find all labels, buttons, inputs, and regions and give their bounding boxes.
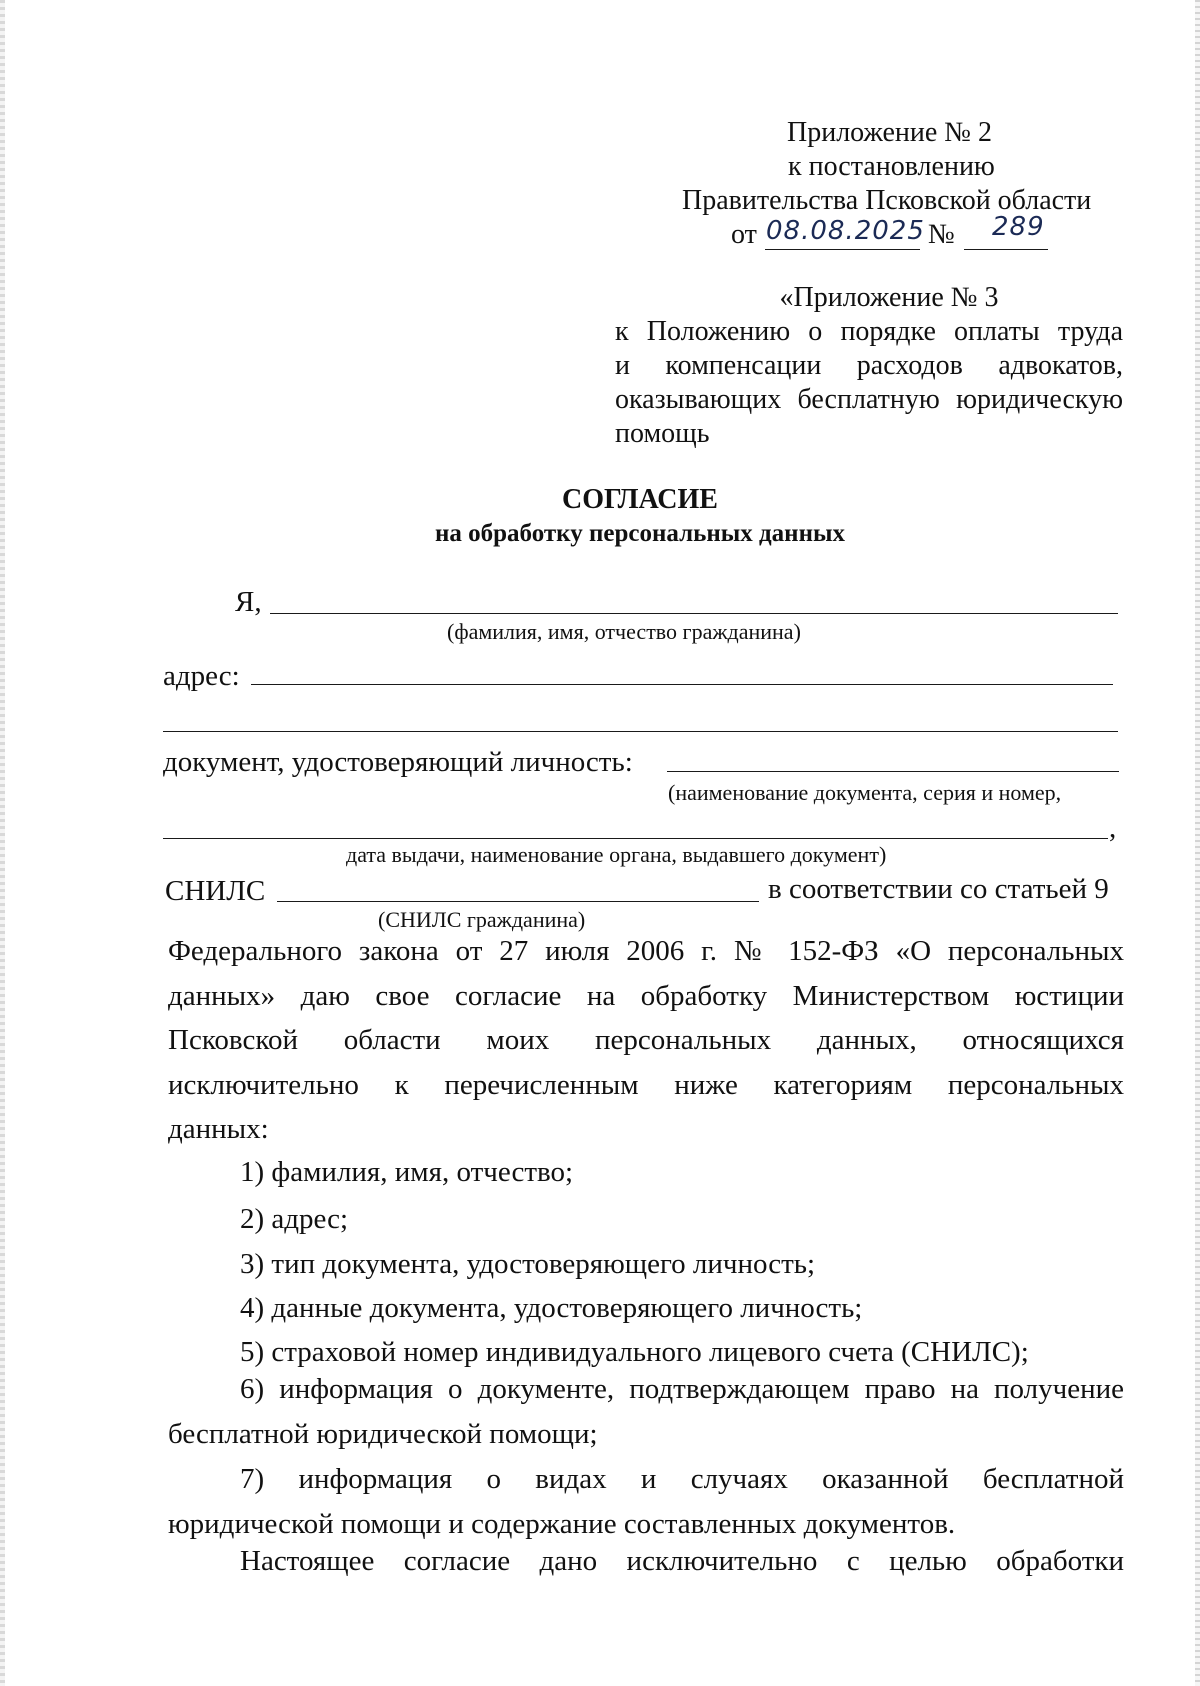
document-title: СОГЛАСИЕ: [562, 484, 718, 515]
snils-label: СНИЛС: [165, 875, 266, 907]
document-label: документ, удостоверяющий личность:: [163, 746, 633, 778]
resolution-label: к постановлению: [788, 151, 995, 182]
paragraph-line: данных:: [168, 1113, 269, 1145]
fullname-caption: (фамилия, имя, отчество гражданина): [447, 619, 801, 644]
paragraph-line: исключительно к перечисленным ниже категориям персональных: [168, 1068, 1124, 1101]
document-details-line[interactable]: [163, 838, 1108, 839]
address-label: адрес:: [163, 660, 240, 692]
government-label: Правительства Псковской области: [682, 185, 1092, 216]
date-prefix: от: [731, 219, 757, 250]
paragraph-line: Настоящее согласие дано исключительно с целью обработки: [240, 1545, 1124, 1577]
number-underline: [964, 249, 1048, 250]
list-item: 4) данные документа, удостоверяющего личность;: [240, 1292, 863, 1324]
appendix-3-line: помощь: [615, 418, 710, 449]
list-item: 1) фамилия, имя, отчество;: [240, 1156, 574, 1188]
address-field-line-2[interactable]: [163, 731, 1118, 732]
appendix-3-line: и компенсации расходов адвокатов,: [615, 350, 1123, 381]
i-label: Я,: [235, 586, 262, 618]
closing-paragraph: [168, 1539, 1124, 1584]
document-caption: (наименование документа, серия и номер,: [668, 780, 1062, 805]
consent-paragraph: [168, 929, 1124, 1152]
appendix-3-reference: [615, 281, 1123, 451]
issue-caption: дата выдачи, наименование органа, выдавшего документ): [346, 842, 887, 867]
appendix-3-label: «Приложение № 3: [779, 282, 999, 313]
paragraph-line: данных» даю свое согласие на обработку Министерством юстиции: [168, 979, 1124, 1012]
comma: ,: [1109, 812, 1117, 844]
snils-caption: (СНИЛС гражданина): [378, 907, 586, 932]
handwritten-number: 289: [992, 212, 1045, 242]
document-subtitle: на обработку персональных данных: [435, 520, 845, 547]
scan-edge-left: [0, 0, 5, 1686]
scan-edge-right: [1195, 0, 1200, 1686]
list-item-7: [168, 1457, 1124, 1546]
list-item: 5) страховой номер индивидуального лицевого счета (СНИЛС);: [240, 1336, 1029, 1368]
list-item: 2) адрес;: [240, 1203, 349, 1235]
appendix-3-line: к Положению о порядке оплаты труда: [615, 316, 1123, 347]
date-underline: [765, 249, 920, 250]
number-sign: №: [928, 219, 955, 250]
paragraph-line: Федерального закона от 27 июля 2006 г. № 152-ФЗ «О персональных: [168, 935, 1124, 967]
list-item-line: юридической помощи и содержание составленных документов.: [168, 1507, 956, 1540]
list-item-line: 7) информация о видах и случаях оказанной бесплатной: [240, 1463, 1124, 1495]
list-item-line: 6) информация о документе, подтверждающем право на получение: [240, 1373, 1124, 1405]
snils-field-line[interactable]: [277, 901, 759, 902]
paragraph-line: Псковской области моих персональных данных, относящихся: [168, 1024, 1124, 1056]
address-field-line[interactable]: [251, 684, 1113, 685]
appendix-label: Приложение № 2: [787, 117, 992, 148]
appendix-3-line: оказывающих бесплатную юридическую: [615, 384, 1123, 415]
handwritten-date: 08.08.2025: [766, 216, 925, 246]
fullname-field-line[interactable]: [270, 613, 1118, 614]
snils-tail: в соответствии со статьей 9: [768, 873, 1109, 905]
list-item: 3) тип документа, удостоверяющего личность;: [240, 1248, 816, 1280]
list-item-6: [168, 1367, 1124, 1456]
document-field-line[interactable]: [667, 771, 1119, 772]
list-item-line: бесплатной юридической помощи;: [168, 1417, 598, 1450]
